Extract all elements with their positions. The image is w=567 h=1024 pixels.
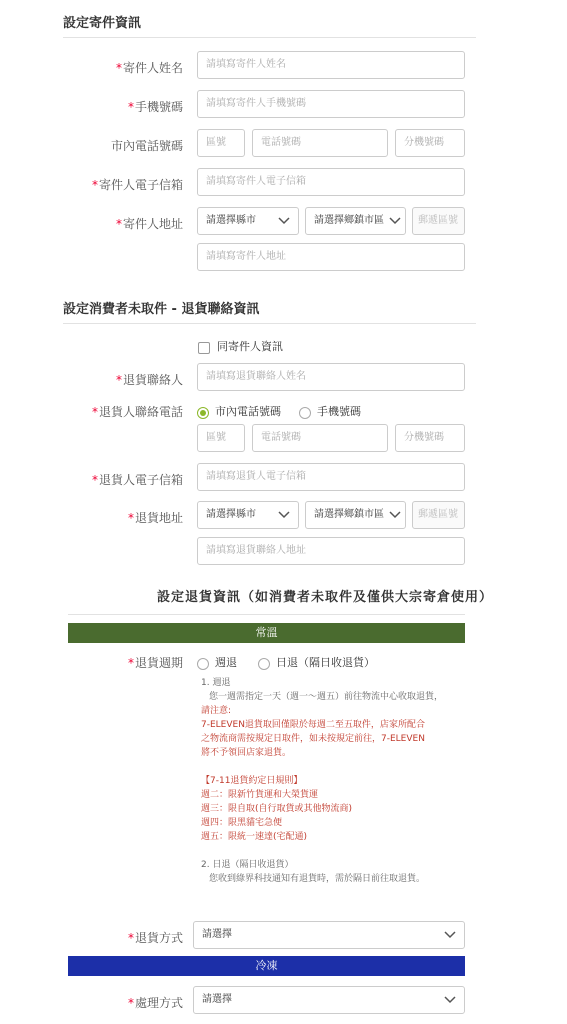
same-as-sender-label: 同寄件人資訊 bbox=[217, 340, 283, 353]
sender-mobile-input[interactable]: 請填寫寄件人手機號碼 bbox=[197, 90, 465, 118]
sender-mobile-label: *手機號碼 bbox=[127, 100, 183, 114]
radio-unselected[interactable] bbox=[299, 407, 311, 419]
return-zip-input: 郵遞區號 bbox=[412, 501, 465, 529]
sender-phone-number-input[interactable]: 電話號碼 bbox=[252, 129, 388, 157]
return-city-select[interactable] bbox=[197, 501, 299, 529]
return-phone-landline-radio[interactable] bbox=[197, 404, 209, 423]
return-email-label: *退貨人電子信箱 bbox=[91, 473, 183, 487]
divider bbox=[63, 37, 476, 38]
note-line bbox=[201, 844, 443, 858]
note-line: 將不予領回店家退貨。 bbox=[201, 748, 292, 758]
note-line bbox=[201, 760, 443, 774]
radio-selected[interactable] bbox=[197, 407, 209, 419]
sender-address-label: *寄件人地址 bbox=[115, 217, 183, 231]
handling-method-label: *處理方式 bbox=[127, 996, 183, 1010]
checkbox-box[interactable] bbox=[198, 342, 210, 354]
return-email-input[interactable]: 請填寫退貨人電子信箱 bbox=[197, 463, 465, 491]
note-line: 之物流商需按規定日取件，如未按規定前往，7-ELEVEN bbox=[201, 734, 425, 744]
return-cycle-weekly-label: 週退 bbox=[215, 656, 237, 669]
return-contact-section-title: 設定消費者未取件 - 退貨聯絡資訊 bbox=[63, 302, 260, 317]
return-phone-mobile-radio[interactable] bbox=[299, 404, 311, 423]
sender-area-code-input[interactable]: 區號 bbox=[197, 129, 245, 157]
sender-city-value: 請選擇縣市 bbox=[206, 215, 256, 226]
note-line: 2. 日退（隔日收退貨） bbox=[201, 860, 294, 870]
return-cycle-label: *退貨週期 bbox=[127, 656, 183, 670]
return-address-input[interactable]: 請填寫退貨聯絡人地址 bbox=[197, 537, 465, 565]
sender-district-value: 請選擇鄉鎮市區 bbox=[314, 215, 384, 226]
return-phone-landline-label: 市內電話號碼 bbox=[215, 405, 281, 418]
sender-email-label: *寄件人電子信箱 bbox=[91, 178, 183, 192]
sender-section-title: 設定寄件資訊 bbox=[63, 16, 142, 31]
sender-email-input[interactable]: 請填寫寄件人電子信箱 bbox=[197, 168, 465, 196]
return-cycle-daily-label: 日退（隔日收退貨） bbox=[276, 656, 375, 669]
return-extension-input[interactable]: 分機號碼 bbox=[395, 424, 465, 452]
note-line: 週五：限統一速達(宅配通) bbox=[201, 832, 308, 842]
note-line: 週三：限自取(自行取貨或其他物流商) bbox=[201, 804, 353, 814]
return-method-value: 請選擇 bbox=[202, 929, 232, 940]
return-contact-input[interactable]: 請填寫退貨聯絡人姓名 bbox=[197, 363, 465, 391]
normal-temperature-bar: 常溫 bbox=[68, 623, 465, 643]
chevron-down-icon bbox=[389, 510, 401, 520]
note-line: 您一週需指定一天（週一～週五）前往物流中心收取退貨， bbox=[209, 692, 444, 702]
return-phone-label: *退貨人聯絡電話 bbox=[91, 405, 183, 419]
note-line: 您收到綠界科技通知有退貨時，需於隔日前往取退貨。 bbox=[209, 874, 426, 884]
note-line: 週四：限黑貓宅急便 bbox=[201, 818, 283, 828]
return-method-select[interactable] bbox=[193, 921, 465, 949]
divider bbox=[63, 323, 476, 324]
sender-extension-input[interactable]: 分機號碼 bbox=[395, 129, 465, 157]
return-settings-title: 設定退貨資訊（如消費者未取件及僅供大宗寄倉使用） bbox=[157, 590, 494, 605]
sender-landline-label: 市內電話號碼 bbox=[110, 139, 183, 153]
return-contact-label: *退貨聯絡人 bbox=[115, 373, 183, 387]
return-address-label: *退貨地址 bbox=[127, 511, 183, 525]
same-as-sender-checkbox[interactable] bbox=[198, 339, 210, 358]
return-city-value: 請選擇縣市 bbox=[206, 509, 256, 520]
return-phone-number-input[interactable]: 電話號碼 bbox=[252, 424, 388, 452]
note-line: 7-ELEVEN退貨取回僅限於每週二至五取件，店家所配合 bbox=[201, 720, 425, 730]
return-cycle-notes bbox=[201, 676, 443, 886]
return-area-code-input[interactable]: 區號 bbox=[197, 424, 245, 452]
sender-name-label: *寄件人姓名 bbox=[115, 61, 183, 75]
divider bbox=[68, 614, 465, 615]
chevron-down-icon bbox=[444, 930, 456, 940]
return-district-value: 請選擇鄉鎮市區 bbox=[314, 509, 384, 520]
sender-zip-input: 郵遞區號 bbox=[412, 207, 465, 235]
return-district-select[interactable] bbox=[305, 501, 406, 529]
chevron-down-icon bbox=[389, 216, 401, 226]
handling-method-value: 請選擇 bbox=[202, 994, 232, 1005]
return-cycle-daily-radio[interactable] bbox=[258, 655, 270, 674]
return-phone-mobile-label: 手機號碼 bbox=[317, 405, 361, 418]
chevron-down-icon bbox=[278, 510, 290, 520]
return-method-label: *退貨方式 bbox=[127, 931, 183, 945]
frozen-bar: 冷凍 bbox=[68, 956, 465, 976]
handling-method-select[interactable] bbox=[193, 986, 465, 1014]
sender-address-input[interactable]: 請填寫寄件人地址 bbox=[197, 243, 465, 271]
return-cycle-weekly-radio[interactable] bbox=[197, 655, 209, 674]
chevron-down-icon bbox=[444, 995, 456, 1005]
note-line: 週二：限新竹貨運和大榮貨運 bbox=[201, 790, 319, 800]
sender-district-select[interactable] bbox=[305, 207, 406, 235]
radio-unselected[interactable] bbox=[197, 658, 209, 670]
note-line: 【7-11退貨約定日規則】 bbox=[201, 776, 303, 786]
radio-unselected[interactable] bbox=[258, 658, 270, 670]
sender-name-input[interactable]: 請填寫寄件人姓名 bbox=[197, 51, 465, 79]
note-line: 1. 週退 bbox=[201, 678, 231, 688]
note-line: 請注意: bbox=[201, 706, 232, 716]
sender-city-select[interactable] bbox=[197, 207, 299, 235]
chevron-down-icon bbox=[278, 216, 290, 226]
